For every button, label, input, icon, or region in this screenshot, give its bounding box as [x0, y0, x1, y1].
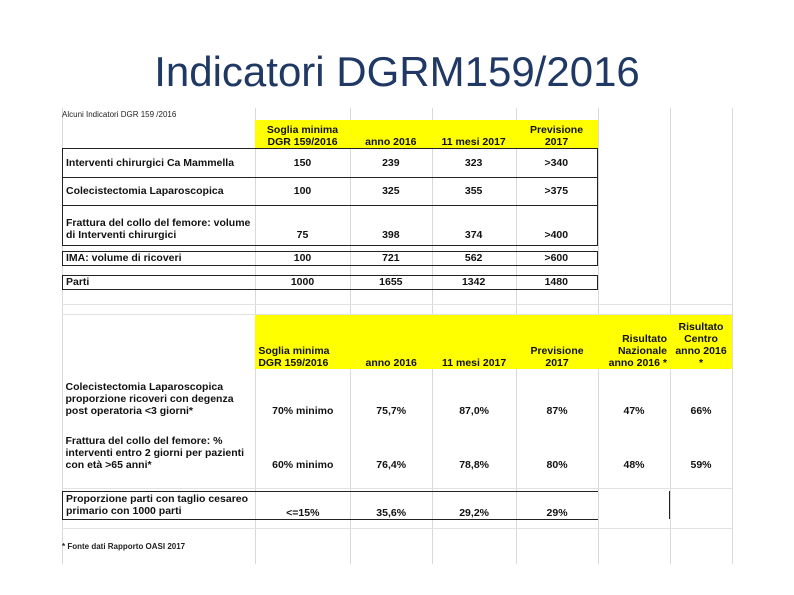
table-row: Frattura del collo del femore: volume di Interventi chirurgici 75 398 374 >400 — [63, 205, 598, 245]
header-11-mesi: 11 mesi 2017 — [432, 315, 516, 369]
table-row: Colecistectomia Laparoscopica 100 325 355 >375 — [63, 177, 598, 205]
footnote: * Fonte dati Rapporto OASI 2017 — [62, 542, 186, 551]
header-11-mesi: 11 mesi 2017 — [432, 120, 516, 148]
page-title: Indicatori DGRM159/2016 — [154, 48, 640, 95]
header-anno-2016: anno 2016 — [350, 315, 432, 369]
indicators-table-percentages — [62, 315, 732, 520]
table-row: Colecistectomia Laparoscopica proporzione ricoveri con degenza post operatoria <3 giorni* 70% minimo 75,7% 87,0% 87% 47% 66% — [65, 381, 712, 417]
header-anno-2016: anno 2016 — [350, 120, 432, 148]
header-soglia: Soglia minima DGR 159/2016 — [255, 120, 350, 148]
table-row: Parti 1000 1655 1342 1480 — [63, 275, 598, 289]
table-row: Interventi chirurgici Ca Mammella 150 239 323 >340 — [63, 148, 598, 177]
table-row: Proporzione parti con taglio cesareo primario con 1000 parti <=15% 35,6% 29,2% 29% — [63, 491, 733, 519]
header-previsione: Previsione 2017 — [516, 315, 598, 369]
header-soglia: Soglia minima DGR 159/2016 — [255, 315, 350, 369]
sheet-caption: Alcuni Indicatori DGR 159 /2016 — [62, 110, 177, 119]
indicators-table-volumes — [62, 120, 598, 290]
header-risultato-centro: Risultato Centro anno 2016 * — [670, 315, 732, 369]
header-risultato-nazionale: Risultato Nazionale anno 2016 * — [598, 315, 670, 369]
table-row: Frattura del collo del femore: % interventi entro 2 giorni per pazienti con età >65 anni* 60% minimo 76,4% 78,8% 80% 48% 59% — [65, 435, 712, 471]
spreadsheet-snapshot — [58, 108, 734, 564]
header-previsione: Previsione 2017 — [516, 120, 598, 148]
table-row: IMA: volume di ricoveri 100 721 562 >600 — [63, 251, 598, 265]
